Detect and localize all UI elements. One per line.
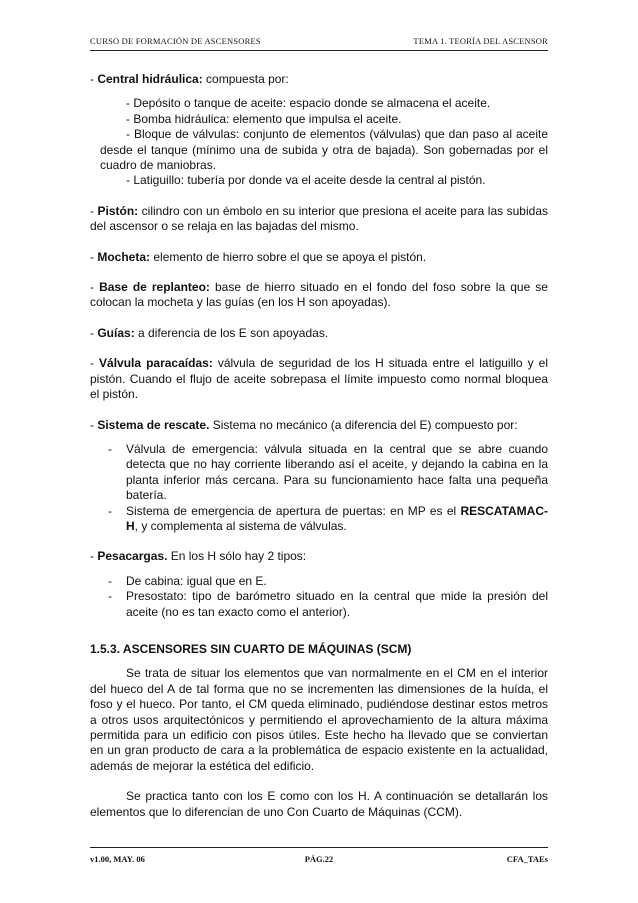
piston-paragraph: - Pistón: cilindro con un émbolo en su interior que presiona el aceite para las subidas del ascensor o se relaja en las bajadas del mismo. <box>90 203 548 234</box>
central-term: Central hidráulica: <box>97 72 203 86</box>
central-item-bloque: - Bloque de válvulas: conjunto de elementos (válvulas) que dan paso al aceite desde el tanque (mínimo una de subida y otra de bajada). Son gobernadas por el cuadro de maniobras. <box>100 127 548 173</box>
pesacargas-item-cabina-text: De cabina: igual que en E. <box>126 573 267 588</box>
guias-term: Guías: <box>97 325 135 340</box>
section-heading: 1.5.3. ASCENSORES SIN CUARTO DE MÁQUINAS (SCM) <box>90 641 412 656</box>
pesacargas-term: Pesacargas. <box>97 549 168 564</box>
central-desc: compuesta por: <box>202 72 289 86</box>
rescate-item-puertas <box>90 504 548 535</box>
pesacargas-item-presostato <box>90 589 548 620</box>
pesacargas-item-cabina <box>90 574 548 589</box>
valvula-term: Válvula paracaídas: <box>99 356 213 371</box>
mocheta-paragraph: - Mocheta: elemento de hierro sobre el que se apoya el pistón. <box>90 249 427 264</box>
list-dash: - <box>108 589 112 604</box>
central-hidraulica-paragraph: - Central hidráulica: compuesta por: <box>90 72 289 86</box>
rescate-item-valvula <box>90 442 548 504</box>
list-dash: - <box>108 573 112 588</box>
central-item-latiguillo: - Latiguillo: tubería por donde va el aceite desde la central al pistón. <box>126 173 486 188</box>
page-body <box>90 72 548 820</box>
valvula-paracaidas-paragraph: - Válvula paracaídas: válvula de seguridad de los H situada entre el latiguillo y el pistón. Cuando el flujo de aceite sobrepasa el límite impuesto como normal bloquea el pistón. <box>90 356 548 402</box>
footer-code: CFA_TAEs <box>506 854 548 864</box>
sistema-rescate-paragraph: - Sistema de rescate. Sistema no mecánico (a diferencia del E) compuesto por: <box>90 417 518 432</box>
mocheta-term: Mocheta: <box>97 249 151 264</box>
base-term: Base de replanteo: <box>99 280 210 295</box>
guias-desc: a diferencia de los E son apoyadas. <box>134 325 329 340</box>
piston-term: Pistón: <box>97 203 139 218</box>
page-header <box>90 34 548 48</box>
mocheta-desc: elemento de hierro sobre el que se apoya el pistón. <box>150 249 427 264</box>
central-item-deposito: - Depósito o tanque de aceite: espacio donde se almacena el aceite. <box>126 96 491 111</box>
guias-paragraph: - Guías: a diferencia de los E son apoyadas. <box>90 325 329 340</box>
rescate-item-puertas-text: Sistema de emergencia de apertura de puertas: en MP es el RESCATAMAC-H, y complementa al sistema de válvulas. <box>126 503 548 533</box>
pesacargas-item-presostato-text: Presostato: tipo de barómetro situado en la central que mide la presión del aceite (no es tan exacto como el anterior). <box>126 589 548 619</box>
list-dash: - <box>108 503 112 518</box>
rescatamac-term: RESCATAMAC-H <box>126 503 548 533</box>
header-course-title: CURSO DE FORMACIÓN DE ASCENSORES <box>90 36 261 46</box>
piston-desc: cilindro con un émbolo en su interior que presiona el aceite para las subidas del ascensor o se relaja en las bajadas del mismo. <box>90 203 548 234</box>
valvula-desc: válvula de seguridad de los H situada entre el latiguillo y el pistón. Cuando el flujo de aceite sobrepasa el límite impuesto como normal bloquea el pistón. <box>90 356 548 402</box>
footer-version: v1.00, MAY. 06 <box>90 854 145 864</box>
rescate-item-valvula-text: Válvula de emergencia: válvula situada en la central que se abre cuando detecta que no hay corriente liberando así el aceite, y dejando la cabina en la planta inferior más cercana. Para su funcionamiento hace falta una pequeña batería. <box>126 441 548 503</box>
base-desc: base de hierro situado en el fondo del foso sobre la que se colocan la mocheta y las guías (en los H son apoyadas). <box>90 280 548 310</box>
list-dash: - <box>108 441 112 456</box>
pesacargas-desc: En los H sólo hay 2 tipos: <box>167 549 307 564</box>
central-item-bomba: - Bomba hidráulica: elemento que impulsa el aceite. <box>126 111 402 126</box>
section-paragraph-2: Se practica tanto con los E como con los H. A continuación se detallarán los elementos que lo diferencian de uno Con Cuarto de Máquinas (CCM). <box>90 789 548 819</box>
footer-page-number: PÁG.22 <box>304 854 334 864</box>
page-footer <box>90 854 548 868</box>
rescate-desc: Sistema no mecánico (a diferencia del E) compuesto por: <box>209 417 518 432</box>
rescate-term: Sistema de rescate. <box>97 417 210 432</box>
pesacargas-paragraph: - Pesacargas. En los H sólo hay 2 tipos: <box>90 549 307 564</box>
header-divider <box>90 50 548 51</box>
section-paragraph-1: Se trata de situar los elementos que van normalmente en el CM en el interior del hueco del A de tal forma que no se incrementen las dimensiones de la huída, el foso y el hueco. Por tanto, el CM queda eliminado, pudiéndose destinar estos metros a otros usos arquitectónicos y permitiendo el aprovechamiento de la altura máxima permitida para un edificio con pisos útiles. Este hecho ha llevado que se conviertan en un gran producto de cara a la problemática de espacio existente en la actualidad, además de mejorar la estética del edificio. <box>90 666 548 773</box>
header-topic-title: TEMA 1. TEORÍA DEL ASCENSOR <box>413 36 548 46</box>
base-replanteo-paragraph: - Base de replanteo: base de hierro situado en el fondo del foso sobre la que se colocan la mocheta y las guías (en los H son apoyadas). <box>90 280 548 310</box>
footer-divider <box>90 847 548 848</box>
